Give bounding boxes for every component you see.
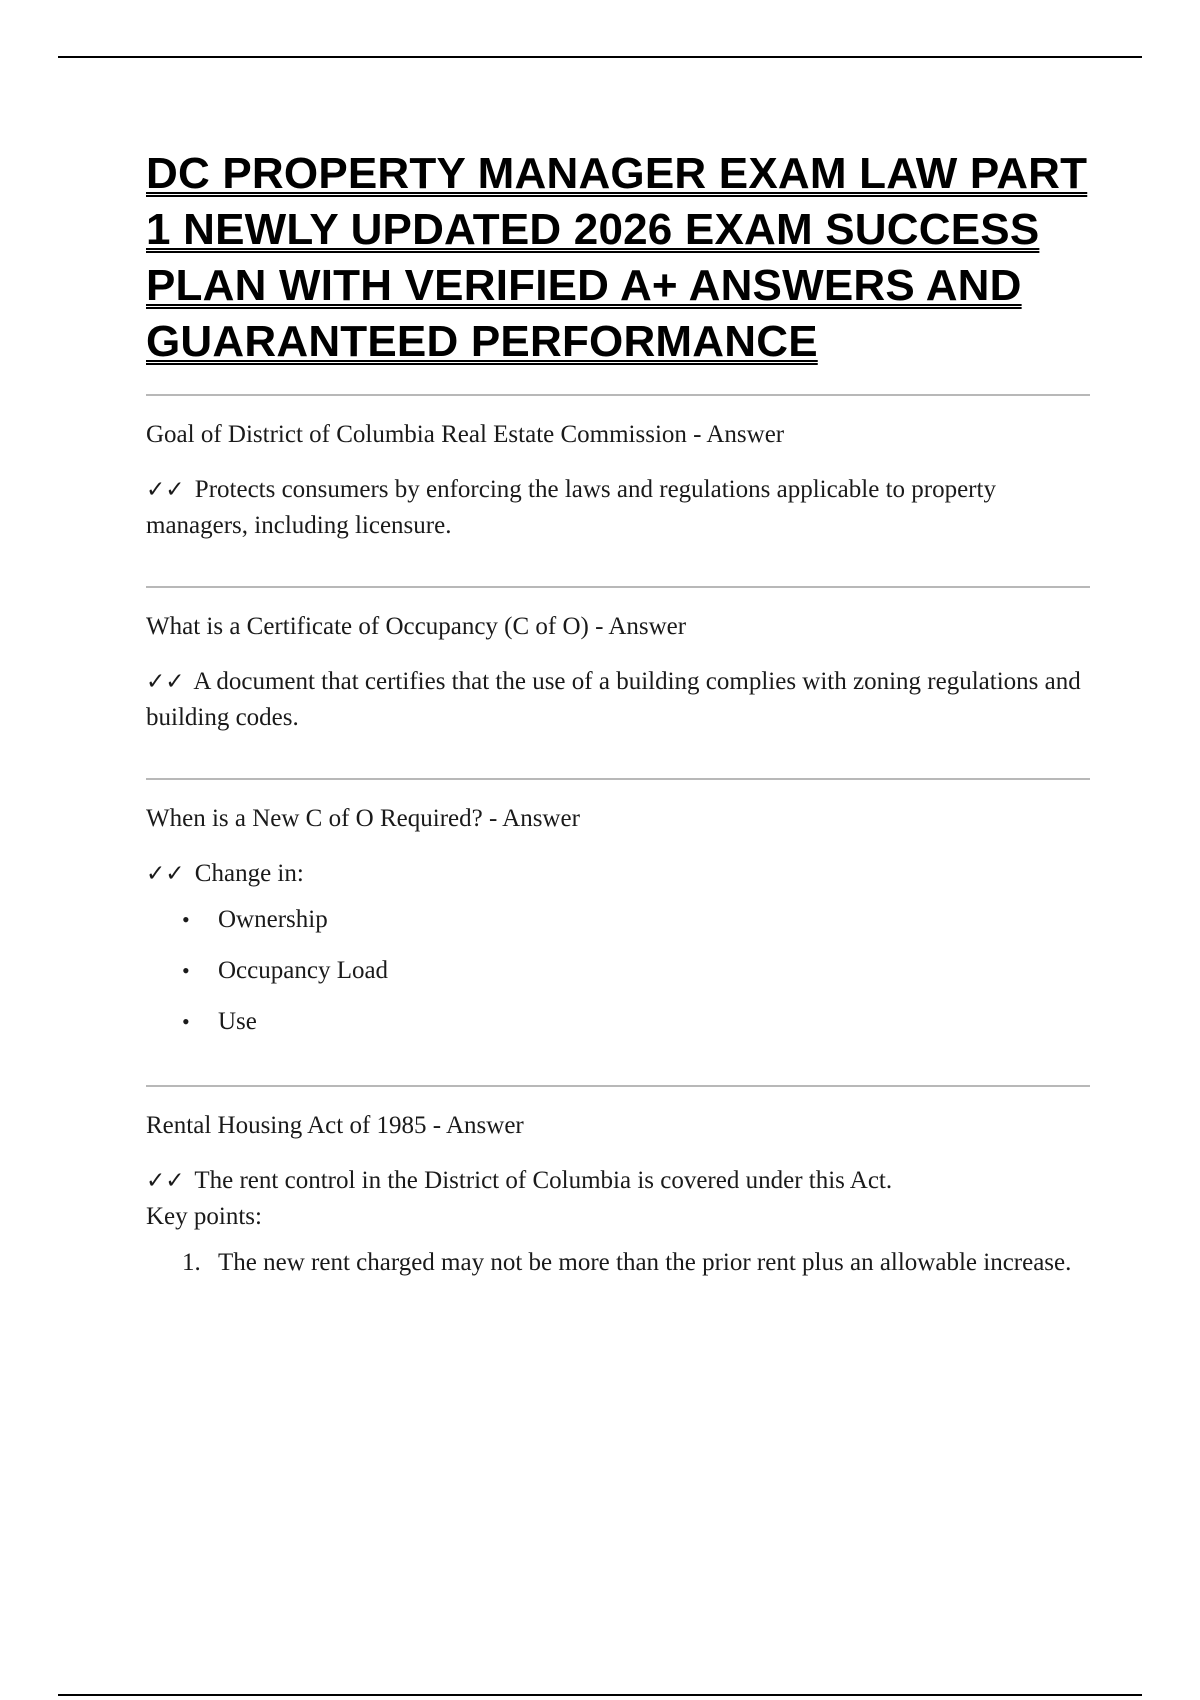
question-text: When is a New C of O Required? - Answer [146,805,580,832]
answer-body: The rent control in the District of Columbia is covered under this Act. [194,1167,893,1194]
page-top-rule [58,56,1142,58]
qa-item [146,588,1090,736]
answer-body: Protects consumers by enforcing the laws and regulations applicable to property managers, including licensure. [146,476,996,539]
list-item [146,953,1090,989]
double-check-icon: ✓✓ [146,861,185,887]
double-check-icon: ✓✓ [146,669,185,695]
document-body [146,146,1090,1281]
list-item-text: Occupancy Load [218,957,389,984]
bullet-icon: • [182,958,190,983]
question-text: Goal of District of Columbia Real Estate Commission - Answer [146,421,785,448]
list-item [146,1004,1090,1040]
answer-text [146,472,1090,544]
bullet-icon: • [182,1009,190,1034]
qa-item [146,780,1090,1040]
question-text: Rental Housing Act of 1985 - Answer [146,1112,524,1139]
answer-subheading: Key points: [146,1203,262,1230]
double-check-icon: ✓✓ [146,1168,185,1194]
answer-body: A document that certifies that the use of a building complies with zoning regulations and building codes. [146,668,1081,731]
question-text: What is a Certificate of Occupancy (C of O) - Answer [146,613,687,640]
answer-text [146,1163,1090,1235]
list-item-text: Ownership [218,906,328,933]
list-item-text: The new rent charged may not be more than the prior rent plus an allowable increase. [218,1249,1072,1276]
list-item-text: Use [218,1008,257,1035]
bullet-list [146,902,1090,1040]
page-bottom-rule [58,1694,1142,1696]
double-check-icon: ✓✓ [146,477,185,503]
document-title: DC PROPERTY MANAGER EXAM LAW PART 1 NEWLY UPDATED 2026 EXAM SUCCESS PLAN WITH VERIFIED A+ ANSWERS AND GUARANTEED PERFORMANCE [146,149,1088,366]
numbered-list [146,1245,1090,1281]
list-item [146,1245,1090,1281]
qa-item [146,1087,1090,1281]
answer-text [146,664,1090,736]
answer-body: Change in: [194,860,304,887]
list-number: 1. [182,1249,201,1276]
list-item [146,902,1090,938]
bullet-icon: • [182,907,190,932]
qa-item [146,396,1090,544]
answer-text [146,856,1090,892]
